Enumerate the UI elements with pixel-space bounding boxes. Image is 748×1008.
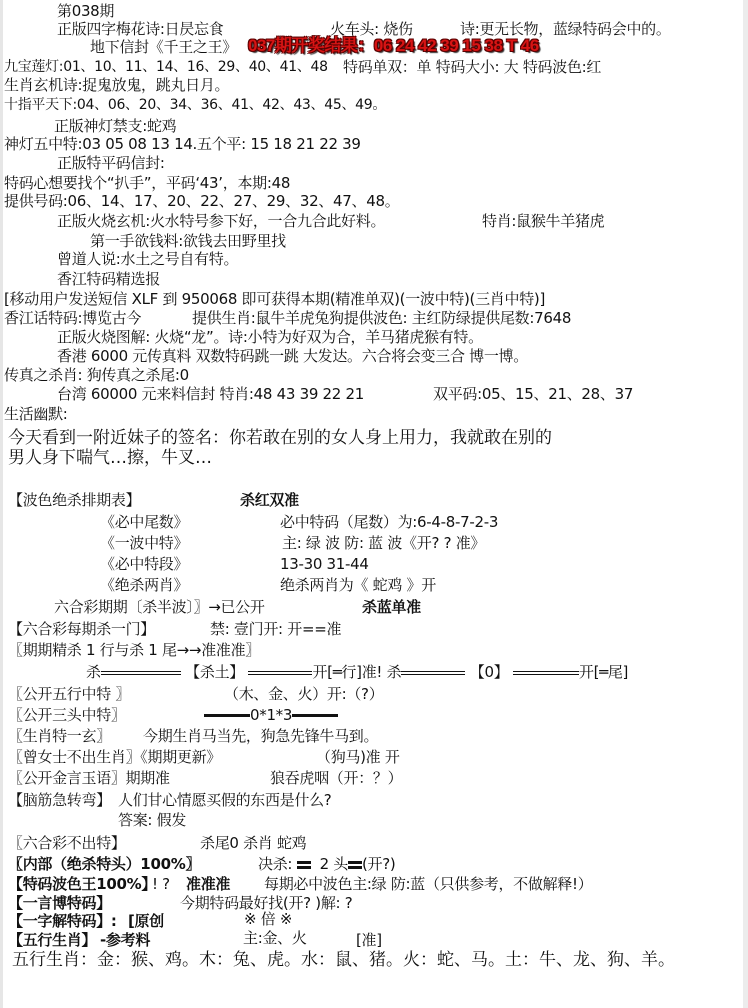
golden-words-value: 狼吞虎咽（开：？） — [270, 769, 403, 787]
row-label: 《一波中特》 — [100, 534, 189, 552]
poem-line: 诗:更无长物，蓝绿特码会中的。 — [460, 20, 671, 38]
kill-door-value: 禁: 壹门开: 开==准 — [210, 620, 342, 638]
bold-bar-icon — [297, 861, 311, 869]
five-element-value: （木、金、火）开:（?） — [224, 685, 384, 703]
row-label: 《绝杀两肖》 — [100, 576, 189, 594]
head-label: 头 — [333, 855, 348, 873]
provided-numbers: 提供号码:06、14、17、20、22、27、29、32、47、48。 — [4, 192, 400, 210]
kill-red-double: 杀红双准 — [240, 491, 299, 509]
xiangjiang-words: 香江话特码:博览古今 — [4, 309, 142, 327]
plum-poem: 正版四字梅花诗:日昃忘食 — [57, 20, 224, 38]
five-elem-main: 主:金、火 — [243, 929, 307, 947]
one-word-value: 今期特码最好找(开? )解: ? — [180, 894, 353, 912]
special-odd-even: 特码单双：单 特码大小: 大 特码波色:红 — [343, 58, 602, 76]
sms-promo: [移动用户发送短信 XLF 到 950068 即可获得本期(精准单双)(一波中特)(三肖中特)] — [4, 290, 546, 308]
wave-king-accurate: 准准准 — [186, 875, 231, 893]
riddle-answer: 答案: 假发 — [118, 811, 187, 829]
three-head-label: 〖公开三头中特〗 — [8, 706, 126, 724]
row-value: 必中特码（尾数）为:6-4-8-7-2-3 — [280, 513, 499, 531]
draw-result-banner: 037期开奖结果：06 24 42 39 15 38 T 46 — [248, 36, 539, 55]
ms-zeng-label: 〖曾女士不出生肖〗《期期更新》 — [8, 748, 222, 766]
inner-value — [258, 855, 395, 873]
three-head — [204, 706, 338, 724]
special-zodiac: 特肖:鼠猴牛羊猪虎 — [482, 212, 605, 230]
pickpocket-line: 特码心想要找个“扒手”，平码‘43’，本期:48 — [4, 174, 291, 192]
row-label: 《必中特段》 — [100, 555, 189, 573]
right-edge — [743, 0, 748, 1008]
kill-e: 【0】 — [469, 663, 509, 681]
lamp-five: 神灯五中特:03 05 08 13 14.五个平: 15 18 21 22 39 — [4, 135, 361, 153]
kill-door-label: 【六合彩每期杀一门】 — [8, 620, 156, 638]
one-char-label: 【一字解特码】: — [8, 912, 117, 930]
fire-mystery: 正版火烧玄机:火水特号参下好，一合九合此好料。 — [57, 212, 386, 230]
no-special-label: 〖六合彩不出特】 — [8, 834, 126, 852]
five-elem-line: 五行生肖：金：猴、鸡。木：兔、虎。水：鼠、猪。火：蛇、马。土：牛、龙、狗、羊。 — [12, 950, 675, 970]
wave-king-mark: ! ? — [152, 875, 170, 893]
golden-words-label: 〖公开金言玉语〗期期准 — [8, 769, 170, 787]
double-line — [401, 671, 465, 675]
three-head-value: 0*1*3 — [250, 706, 293, 724]
double-line — [101, 671, 181, 675]
provided-zodiac: 提供生肖:鼠牛羊虎兔狗提供波色: 主红防绿提供尾数:7648 — [192, 309, 572, 327]
humor-line-2: 男人身下喘气…擦，牛叉… — [8, 448, 212, 468]
five-elem-ref: -参考料 — [100, 931, 151, 949]
bold-bar-icon — [348, 861, 362, 869]
zodiac-special-label: 〖生肖特一玄〗 — [8, 727, 111, 745]
ten-fingers: 十指平天下:04、06、20、34、36、41、42、43、45、49。 — [4, 97, 387, 113]
row-value: 13-30 31-44 — [280, 555, 369, 573]
train-head: 火车头: 烧伤 — [330, 20, 413, 38]
left-edge — [0, 0, 3, 1008]
row-value: 绝杀两肖为《 蛇鸡 》开 — [280, 576, 436, 594]
wave-kill-table-title: 【波色绝杀排期表】 — [8, 491, 141, 509]
underground-letter: 地下信封《千王之王》 — [90, 38, 238, 56]
one-word-label: 【一言博特码】 — [8, 894, 111, 912]
xiangjiang-report: 香江特码精选报 — [57, 270, 160, 288]
head-number: 2 — [319, 855, 329, 873]
first-hand: 第一手欲钱料:欲钱去田野里找 — [90, 232, 286, 250]
wave-king-value: 每期必中波色主:绿 防:蓝（只供参考，不做解释!） — [264, 875, 593, 893]
one-char-value: ※ 倍 ※ — [244, 910, 293, 928]
open-label: (开?) — [361, 855, 396, 873]
row-value: 主: 绿 波 防: 蓝 波《开? ? 准》 — [282, 534, 486, 552]
fire-diagram: 正版火烧图解: 火烧“龙”。诗:小特为好双为合，羊马猪虎猴有特。 — [57, 328, 483, 346]
taiwan-letter: 台湾 60000 元来料信封 特肖:48 43 39 22 21 — [57, 385, 364, 403]
lamp-ban: 正版神灯禁支:蛇鸡 — [54, 117, 177, 135]
zodiac-special-value: 今期生肖马当先，狗急先锋牛马到。 — [143, 727, 379, 745]
zeng-says: 曾道人说:水土之号自有特。 — [57, 250, 239, 268]
five-elem-label: 【五行生肖】 — [8, 931, 97, 949]
flat-code-letter: 正版特平码信封: — [57, 154, 165, 172]
five-elem-acc: [准] — [356, 931, 382, 949]
nine-lotus: 九宝莲灯:01、10、11、14、16、29、40、41、48 — [4, 59, 328, 75]
kill-blue-single: 杀蓝单准 — [362, 598, 421, 616]
double-flat: 双平码:05、15、21、28、37 — [433, 385, 634, 403]
kill-b: 【杀土】 — [185, 663, 244, 681]
kill-line-tail: 〖期期精杀 1 行与杀 1 尾→→准准准〗 — [8, 641, 260, 659]
double-line — [513, 671, 579, 675]
kill-label: 决杀: — [258, 855, 293, 873]
issue-number: 第038期 — [57, 2, 115, 20]
kill-row — [86, 663, 628, 681]
kill-d: 杀 — [386, 663, 402, 681]
riddle-question: 人们甘心情愿买假的东西是什么? — [118, 791, 332, 809]
riddle-label: 【脑筋急转弯】 — [8, 791, 111, 809]
bold-bar — [292, 714, 338, 717]
fax-kill: 传真之杀肖: 狗传真之杀尾:0 — [4, 366, 189, 384]
kill-c: 开[═行]准! — [312, 663, 383, 681]
row-label: 《必中尾数》 — [100, 513, 189, 531]
zodiac-poem: 生肖玄机诗:捉鬼放鬼，跳丸日月。 — [4, 76, 230, 94]
ms-zeng-value: （狗马)准 开 — [316, 748, 400, 766]
inner-label: 〖内部（绝杀特头）100%〗 — [8, 855, 201, 873]
no-special-value: 杀尾0 杀肖 蛇鸡 — [200, 834, 307, 852]
half-wave: 六合彩期期〔杀半波〕〗→已公开 — [54, 598, 265, 616]
one-char-orig: [原创 — [128, 912, 164, 930]
kill-f: 开[═尾] — [578, 663, 629, 681]
bold-bar — [204, 714, 250, 717]
double-line — [248, 671, 312, 675]
humor-title: 生活幽默: — [4, 405, 68, 423]
humor-line-1: 今天看到一附近妹子的签名：你若敢在别的女人身上用力，我就敢在别的 — [8, 428, 552, 448]
kill-a: 杀 — [86, 663, 101, 681]
wave-king-label: 【特码波色王100%】 — [8, 875, 157, 893]
hk-fax: 香港 6000 元传真料 双数特码跳一跳 大发达。六合将会变三合 博一博。 — [57, 347, 528, 365]
five-element-label: 〖公开五行中特 〗 — [8, 685, 131, 703]
